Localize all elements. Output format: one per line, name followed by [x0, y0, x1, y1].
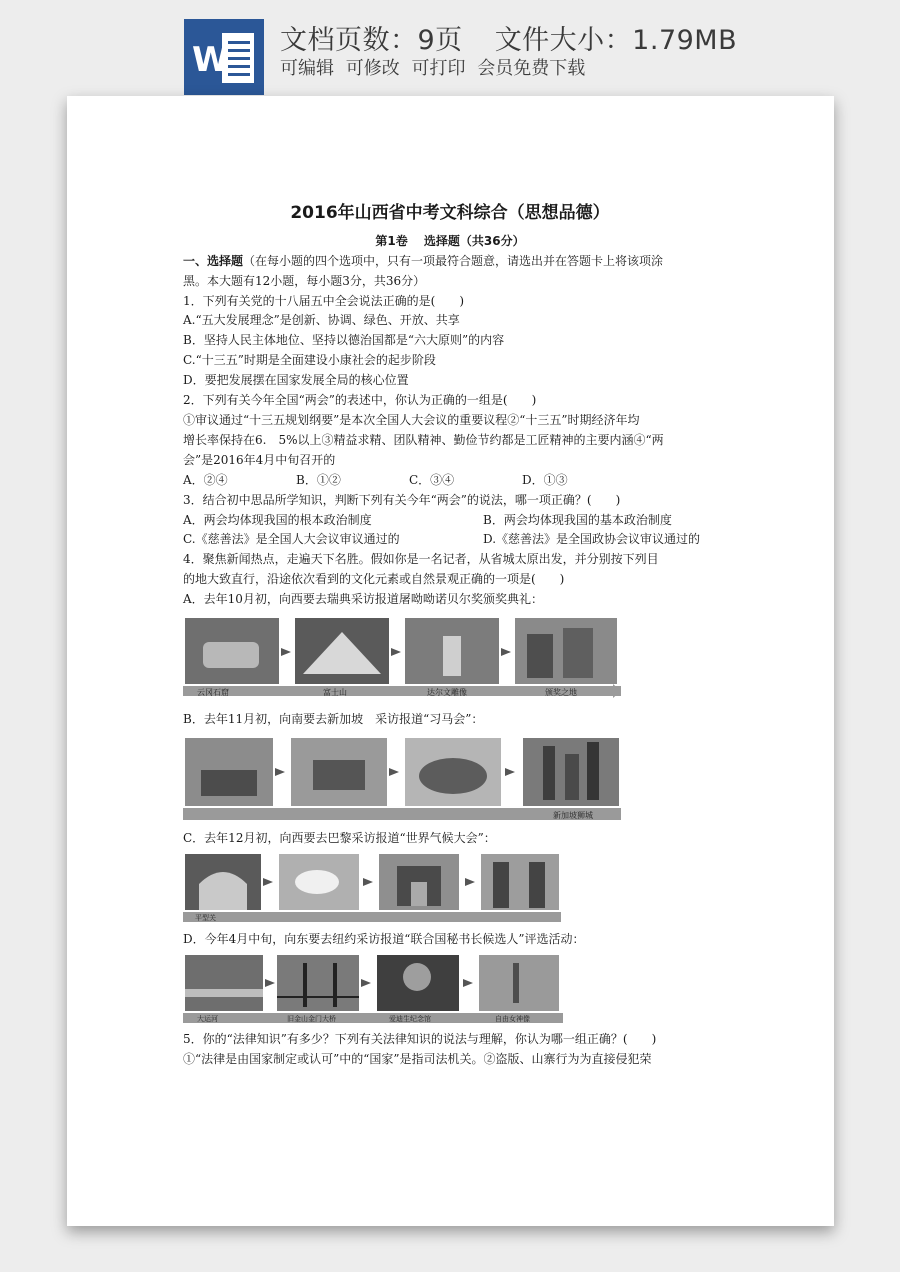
- top-info-bar: [0, 0, 900, 96]
- q3-option-c: C.《慈善法》是全国人大会议审议通过的: [183, 532, 400, 546]
- doc-title: 2016年山西省中考文科综合（思想品德）: [290, 203, 610, 223]
- action-printable: 可打印: [411, 58, 466, 79]
- q4-option-c: C．去年12月初，向西要去巴黎采访报道“世界气候大会”：: [183, 831, 496, 845]
- caption-liberty: 自由女神像: [495, 1015, 530, 1023]
- caption-award-venue: 颁奖之地: [545, 688, 577, 697]
- q3-option-a: A．两会均体现我国的根本政治制度: [183, 513, 372, 527]
- instructions-heading: 一、选择题: [183, 254, 244, 268]
- caption-edison: 爱迪生纪念馆: [389, 1015, 431, 1023]
- q1-option-d: D．要把发展摆在国家发展全局的核心位置: [183, 373, 409, 387]
- question-4-line-1: 4．聚焦新闻热点，走遍天下名胜。假如你是一名记者，从省城太原出发，并分别按下列目: [183, 552, 659, 566]
- q4a-photo-strip: [183, 614, 621, 700]
- question-5: 5．你的“法律知识”有多少？下列有关法律知识的说法与理解，你认为哪一组正确？( ): [183, 1032, 657, 1046]
- q1-option-c: C.“十三五”时期是全面建设小康社会的起步阶段: [183, 353, 436, 367]
- section-title: 第1卷 选择题（共36分）: [375, 234, 525, 248]
- caption-darwin: 达尔文雕像: [427, 688, 467, 697]
- caption-yungang: 云冈石窟: [197, 688, 229, 697]
- q2-option-c: C．③④: [409, 473, 455, 487]
- caption-fuji: 富士山: [323, 688, 347, 697]
- instructions-line-1: 一、选择题（在每小题的四个选项中，只有一项最符合题意，请选出并在答题卡上将该项涂: [183, 254, 664, 268]
- q2-statement-line-2: 增长率保持在6. 5%以上③精益求精、团队精神、勤俭节约都是工匠精神的主要内涵④“两: [183, 433, 664, 447]
- q3-option-b: B．两会均体现我国的基本政治制度: [483, 513, 672, 527]
- q4c-photo-strip: [183, 852, 561, 924]
- page-count: 文档页数：9页: [280, 25, 463, 56]
- caption-merlion: 新加坡狮城: [553, 811, 593, 820]
- action-modifiable: 可修改: [345, 58, 400, 79]
- q1-option-b: B．坚持人民主体地位、坚持以德治国都是“六大原则”的内容: [183, 333, 505, 347]
- q5-statement-line-1: ①“法律是由国家制定或认可”中的“国家”是指司法机关。②盗版、山寨行为为直接侵犯荣: [183, 1052, 652, 1066]
- word-document-icon: [184, 19, 264, 95]
- file-info-line: [280, 18, 737, 57]
- q4-option-a: A．去年10月初，向西要去瑞典采访报道屠呦呦诺贝尔奖颁奖典礼：: [183, 592, 543, 606]
- file-actions: [280, 54, 591, 80]
- q2-option-b: B．①②: [296, 473, 341, 487]
- q2-statement-line-1: ①审议通过“十三五规划纲要”是本次全国人大会议的重要议程②“十三五”时期经济年均: [183, 413, 640, 427]
- q4d-photo-strip: [183, 953, 563, 1025]
- svg-text:W: W: [192, 40, 230, 80]
- q4-option-d: D．今年4月中旬，向东要去纽约采访报道“联合国秘书长候选人”评选活动：: [183, 932, 585, 946]
- q2-options: [183, 472, 635, 488]
- file-size: 文件大小：1.79MB: [494, 25, 738, 56]
- q3-option-d: D.《慈善法》是全国政协会议审议通过的: [483, 532, 701, 546]
- action-member-download: 会员免费下载: [477, 58, 586, 79]
- caption-pingxingguan: 平型关: [195, 914, 216, 922]
- q2-statement-line-3: 会”是2016年4月中旬召开的: [183, 453, 336, 467]
- question-1: 1．下列有关党的十八届五中全会说法正确的是( ): [183, 294, 465, 308]
- caption-grand-canal: 大运河: [197, 1015, 218, 1023]
- q1-option-a: A.“五大发展理念”是创新、协调、绿色、开放、共享: [183, 313, 460, 327]
- instructions-line-2: 黑。本大题有12小题，每小题3分，共36分）: [183, 274, 426, 288]
- q4-option-b: B．去年11月初，向南要去新加坡 采访报道“习马会”：: [183, 712, 484, 726]
- q2-option-a: A．②④: [183, 473, 228, 487]
- action-editable: 可编辑: [280, 58, 334, 79]
- q3-options-cd: [183, 531, 700, 547]
- question-4-line-2: 的地大致直行，沿途依次看到的文化元素或自然景观正确的一项是( ): [183, 572, 565, 586]
- q2-option-d: D．①③: [522, 473, 568, 487]
- question-2: 2．下列有关今年全国“两会”的表述中，你认为正确的一组是( ): [183, 393, 537, 407]
- question-3: 3．结合初中思品所学知识，判断下列有关今年“两会”的说法，哪一项正确？( ): [183, 493, 621, 507]
- q3-options-ab: [183, 512, 672, 528]
- q4b-photo-strip: [183, 734, 621, 824]
- caption-golden-gate: 旧金山金门大桥: [287, 1015, 336, 1023]
